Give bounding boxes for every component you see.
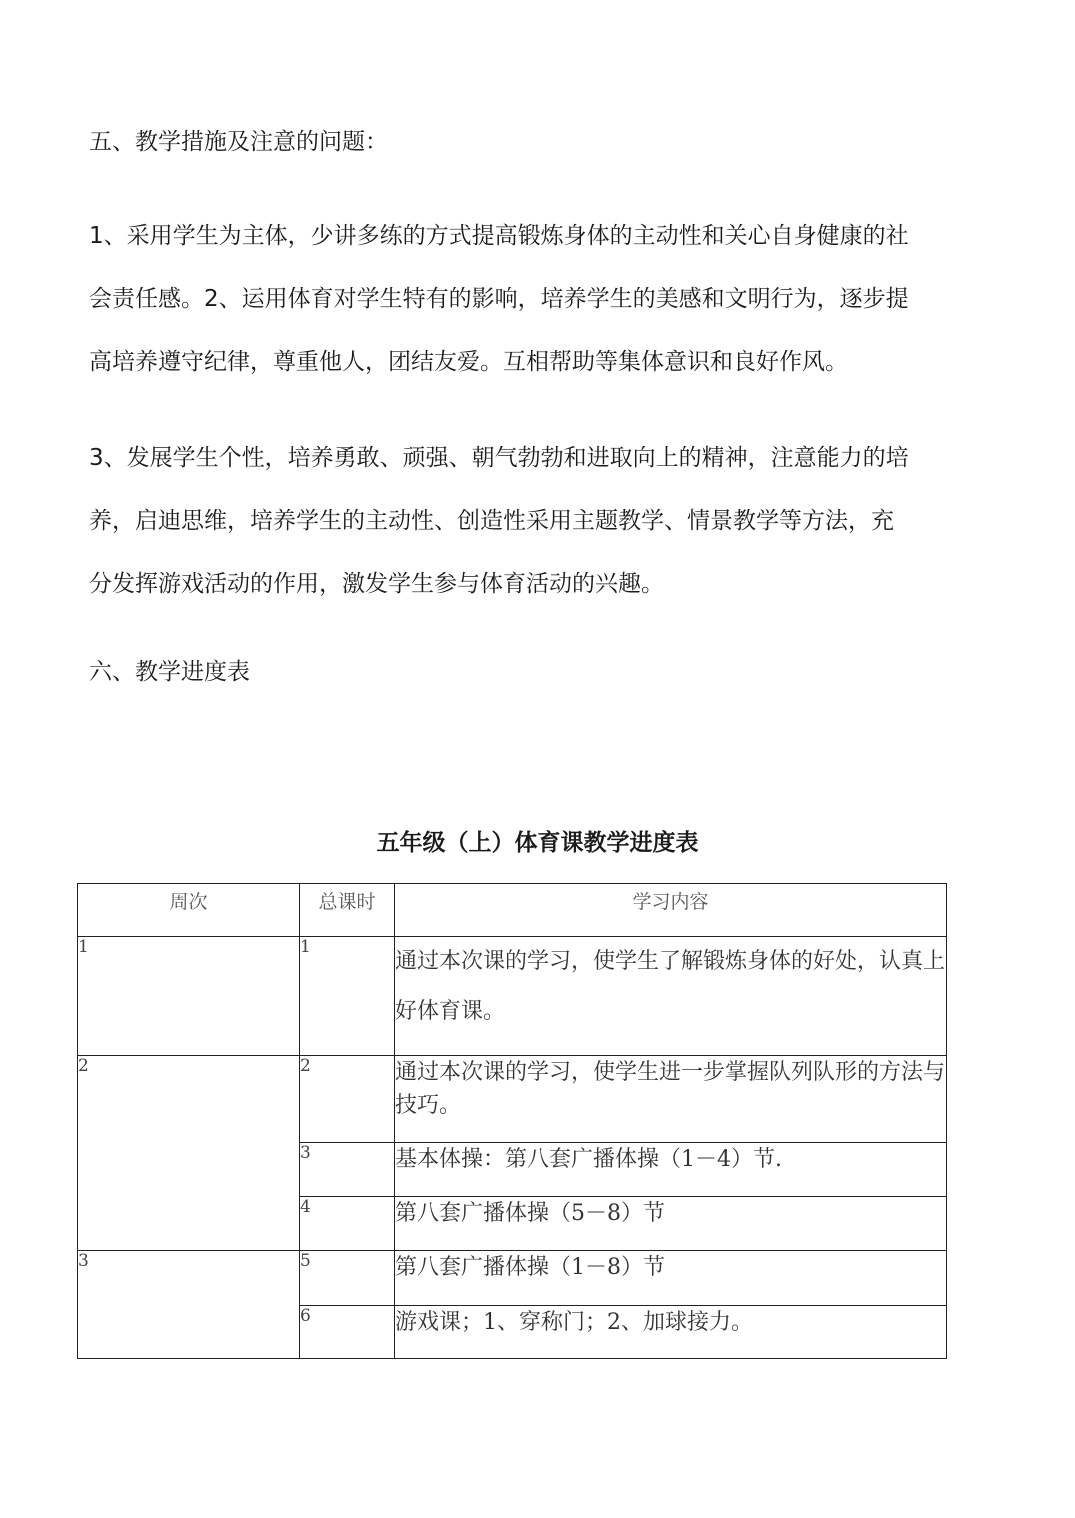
table-title: 五年级（上）体育课教学进度表 xyxy=(376,830,699,856)
hour-cell: 3 xyxy=(300,1143,395,1197)
paragraph-line: 3、发展学生个性，培养勇敢、顽强、朝气勃勃和进取向上的精神，注意能力的培 xyxy=(89,445,909,471)
section-6-heading: 六、教学进度表 xyxy=(89,659,250,685)
table-row xyxy=(78,937,947,1056)
table-row xyxy=(78,1056,947,1143)
hour-cell: 5 xyxy=(300,1251,395,1306)
hour-cell: 4 xyxy=(300,1197,395,1251)
paragraph-line: 1、采用学生为主体，少讲多练的方式提高锻炼身体的主动性和关心自身健康的社 xyxy=(89,223,909,249)
content-cell: 游戏课；1、穿称门；2、加球接力。 xyxy=(395,1306,947,1359)
content-cell: 基本体操：第八套广播体操（1－4）节. xyxy=(395,1143,947,1197)
content-cell: 通过本次课的学习，使学生进一步掌握队列队形的方法与技巧。 xyxy=(395,1056,947,1143)
content-cell: 第八套广播体操（5－8）节 xyxy=(395,1197,947,1251)
section-5-paragraph-2 xyxy=(89,427,984,616)
hour-cell: 2 xyxy=(300,1056,395,1143)
hour-cell: 1 xyxy=(300,937,395,1056)
hour-cell: 6 xyxy=(300,1306,395,1359)
paragraph-line: 会责任感。2、运用体育对学生特有的影响，培养学生的美感和文明行为，逐步提 xyxy=(89,286,909,312)
content-cell: 通过本次课的学习，使学生了解锻炼身体的好处，认真上好体育课。 xyxy=(395,937,947,1056)
header-total-hours: 总课时 xyxy=(300,884,395,937)
header-week: 周次 xyxy=(78,884,300,937)
paragraph-line: 养，启迪思维，培养学生的主动性、创造性采用主题教学、情景教学等方法，充 xyxy=(89,508,894,534)
table-header-row xyxy=(78,884,947,937)
schedule-table xyxy=(77,883,947,1359)
section-5-heading: 五、教学措施及注意的问题： xyxy=(89,129,388,155)
week-cell: 2 xyxy=(78,1056,300,1251)
paragraph-line: 分发挥游戏活动的作用，激发学生参与体育活动的兴趣。 xyxy=(89,571,664,597)
week-cell: 3 xyxy=(78,1251,300,1359)
paragraph-line: 高培养遵守纪律，尊重他人，团结友爱。互相帮助等集体意识和良好作风。 xyxy=(89,349,848,375)
content-cell: 第八套广播体操（1－8）节 xyxy=(395,1251,947,1306)
section-5-paragraph-1 xyxy=(89,205,984,394)
table-row xyxy=(78,1251,947,1306)
week-cell: 1 xyxy=(78,937,300,1056)
header-content: 学习内容 xyxy=(395,884,947,937)
